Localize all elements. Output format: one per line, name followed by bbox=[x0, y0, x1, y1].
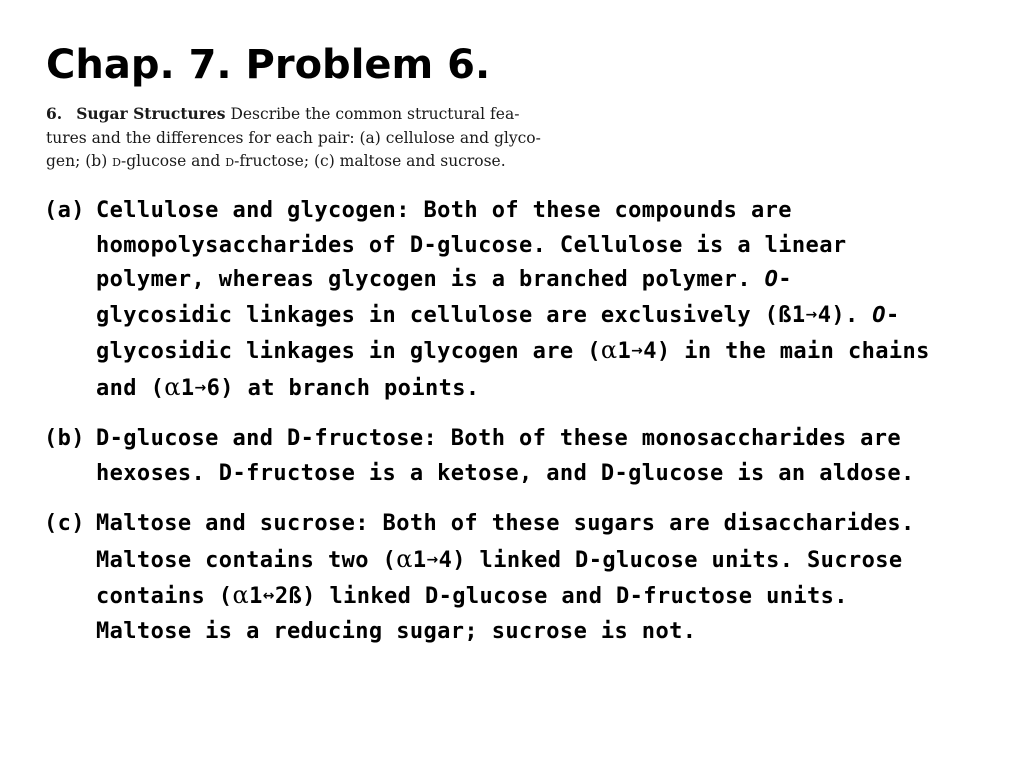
arrow-right-icon: → bbox=[194, 379, 207, 396]
answers-list bbox=[44, 194, 1004, 665]
problem-excerpt bbox=[46, 102, 541, 175]
answer-item-b bbox=[44, 422, 1004, 491]
answer-a-line-1: Cellulose and glycogen: Both of these compounds are bbox=[96, 198, 792, 223]
answer-marker-c: (c) bbox=[44, 511, 85, 536]
alpha-symbol: α bbox=[232, 581, 250, 609]
answer-c-line-3: contains (α1↔2ß) linked D-glucose and D-fructose units. bbox=[96, 581, 848, 609]
answer-c-line-4: Maltose is a reducing sugar; sucrose is not. bbox=[96, 618, 697, 644]
problem-heading: Sugar Structures bbox=[76, 104, 226, 123]
answer-a-line-6: and (α1→6) at branch points. bbox=[96, 372, 480, 401]
excerpt-line-1-text: Describe the common structural fea- bbox=[230, 105, 520, 123]
answer-b-line-1: D-glucose and D-fructose: Both of these monosaccharides are bbox=[96, 426, 902, 451]
slide-title: Chap. 7. Problem 6. bbox=[46, 42, 491, 88]
answer-item-c bbox=[44, 507, 1004, 649]
alpha-symbol: α bbox=[600, 336, 618, 364]
answer-a-line-3: polymer, whereas glycogen is a branched polymer. O- bbox=[96, 267, 792, 292]
arrow-right-icon: → bbox=[631, 343, 644, 359]
alpha-symbol: α bbox=[396, 544, 413, 573]
answer-a-line-4: glycosidic linkages in cellulose are exclusively (ß1→4). O- bbox=[96, 302, 900, 328]
arrow-both-icon: ↔ bbox=[262, 588, 275, 604]
excerpt-line-3: gen; (b) D-glucose and D-fructose; (c) maltose and sucrose. bbox=[46, 152, 506, 170]
answer-c-line-2: Maltose contains two (α1→4) linked D-glucose units. Sucrose bbox=[96, 544, 903, 573]
excerpt-line-2: tures and the differences for each pair: (a) cellulose and glyco- bbox=[46, 128, 541, 147]
answer-c-line-1: Maltose and sucrose: Both of these sugars are disaccharides. bbox=[96, 511, 915, 536]
answer-marker-a: (a) bbox=[44, 198, 85, 223]
answer-item-a bbox=[44, 194, 1004, 406]
alpha-symbol: α bbox=[164, 372, 181, 401]
arrow-right-icon: → bbox=[805, 306, 818, 323]
excerpt-line-1 bbox=[46, 102, 520, 127]
answer-b-line-2: hexoses. D-fructose is a ketose, and D-glucose is an aldose. bbox=[96, 460, 915, 486]
arrow-right-icon: → bbox=[426, 551, 439, 568]
answer-marker-b: (b) bbox=[44, 426, 85, 451]
problem-number: 6. bbox=[46, 104, 63, 123]
answer-a-line-5: glycosidic linkages in glycogen are (α1→4) in the main chains bbox=[96, 336, 930, 364]
answer-a-line-2: homopolysaccharides of D-glucose. Cellulose is a linear bbox=[96, 232, 847, 258]
